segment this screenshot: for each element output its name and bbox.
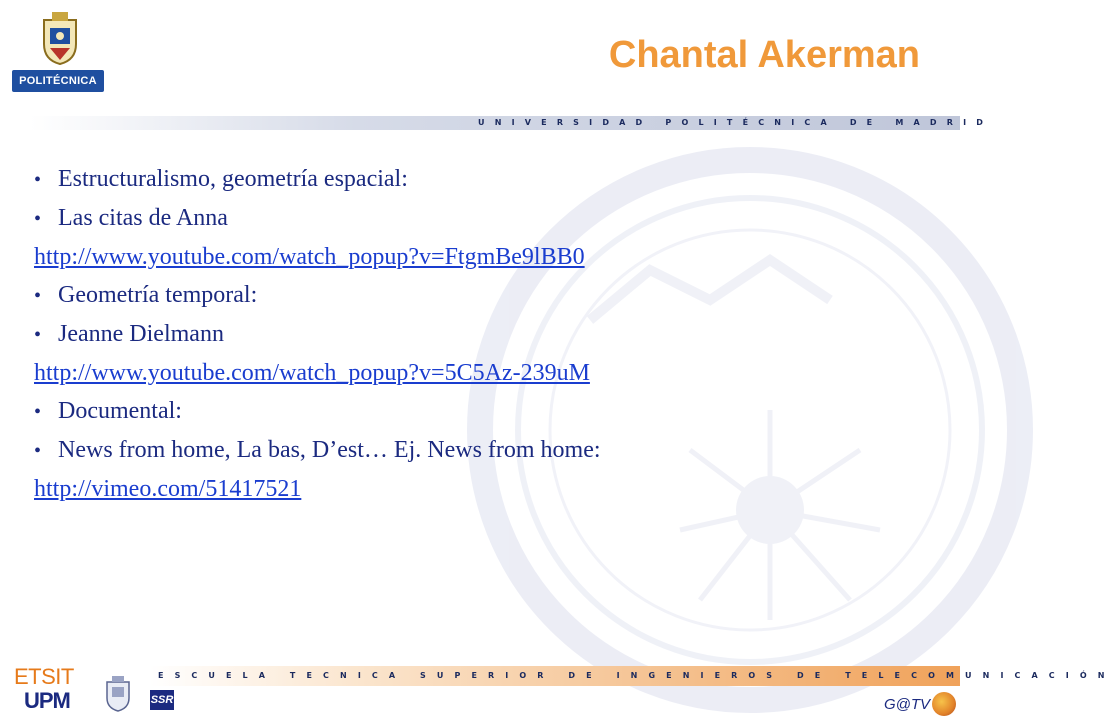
bullet-item bbox=[34, 392, 864, 431]
university-band-text: UNIVERSIDAD POLITÉCNICA DE MADRID bbox=[478, 118, 994, 127]
bullet-dot: • bbox=[34, 440, 42, 462]
bullet-item bbox=[34, 431, 864, 470]
gatv-circle-icon bbox=[932, 692, 956, 716]
crest-icon bbox=[104, 674, 132, 712]
bullet-text: Documental: bbox=[58, 398, 182, 424]
logo-label: POLITÉCNICA bbox=[12, 70, 104, 92]
bullet-dot: • bbox=[34, 324, 42, 346]
gatv-label: G@TV bbox=[884, 695, 931, 713]
bullet-item bbox=[34, 199, 864, 238]
bullet-dot: • bbox=[34, 208, 42, 230]
bullet-dot: • bbox=[34, 169, 42, 191]
upm-crest-icon bbox=[40, 10, 80, 66]
school-band-text: ESCUELA TECNICA SUPERIOR DE INGENIEROS DE TELECOMUNICACIÓN bbox=[158, 671, 1116, 680]
bullet-item bbox=[34, 315, 864, 354]
slide-title: Chantal Akerman bbox=[608, 34, 920, 76]
bullet-dot: • bbox=[34, 285, 42, 307]
bullet-dot: • bbox=[34, 401, 42, 423]
bullet-text: News from home, La bas, D’est… Ej. News from home: bbox=[58, 437, 601, 463]
etsit-upm-logo bbox=[14, 664, 104, 714]
bullet-text: Jeanne Dielmann bbox=[58, 321, 224, 347]
upm-logo bbox=[12, 10, 104, 92]
youtube-link-dielmann[interactable]: http://www.youtube.com/watch_popup?v=5C5Az-239uM bbox=[34, 360, 590, 386]
bullet-text: Geometría temporal: bbox=[58, 282, 258, 308]
bullet-text: Las citas de Anna bbox=[58, 205, 228, 231]
upm-label: UPM bbox=[24, 688, 70, 713]
vimeo-link-news-from-home[interactable]: http://vimeo.com/51417521 bbox=[34, 476, 302, 502]
etsit-label: ETSIT bbox=[14, 664, 74, 689]
ssr-logo: SSR bbox=[150, 690, 174, 710]
slide-content bbox=[34, 160, 864, 508]
bullet-item bbox=[34, 276, 864, 315]
youtube-link-anna[interactable]: http://www.youtube.com/watch_popup?v=FtgmBe9lBB0 bbox=[34, 244, 585, 270]
bullet-text: Estructuralismo, geometría espacial: bbox=[58, 166, 408, 192]
gatv-logo bbox=[884, 690, 956, 718]
bullet-item bbox=[34, 160, 864, 199]
